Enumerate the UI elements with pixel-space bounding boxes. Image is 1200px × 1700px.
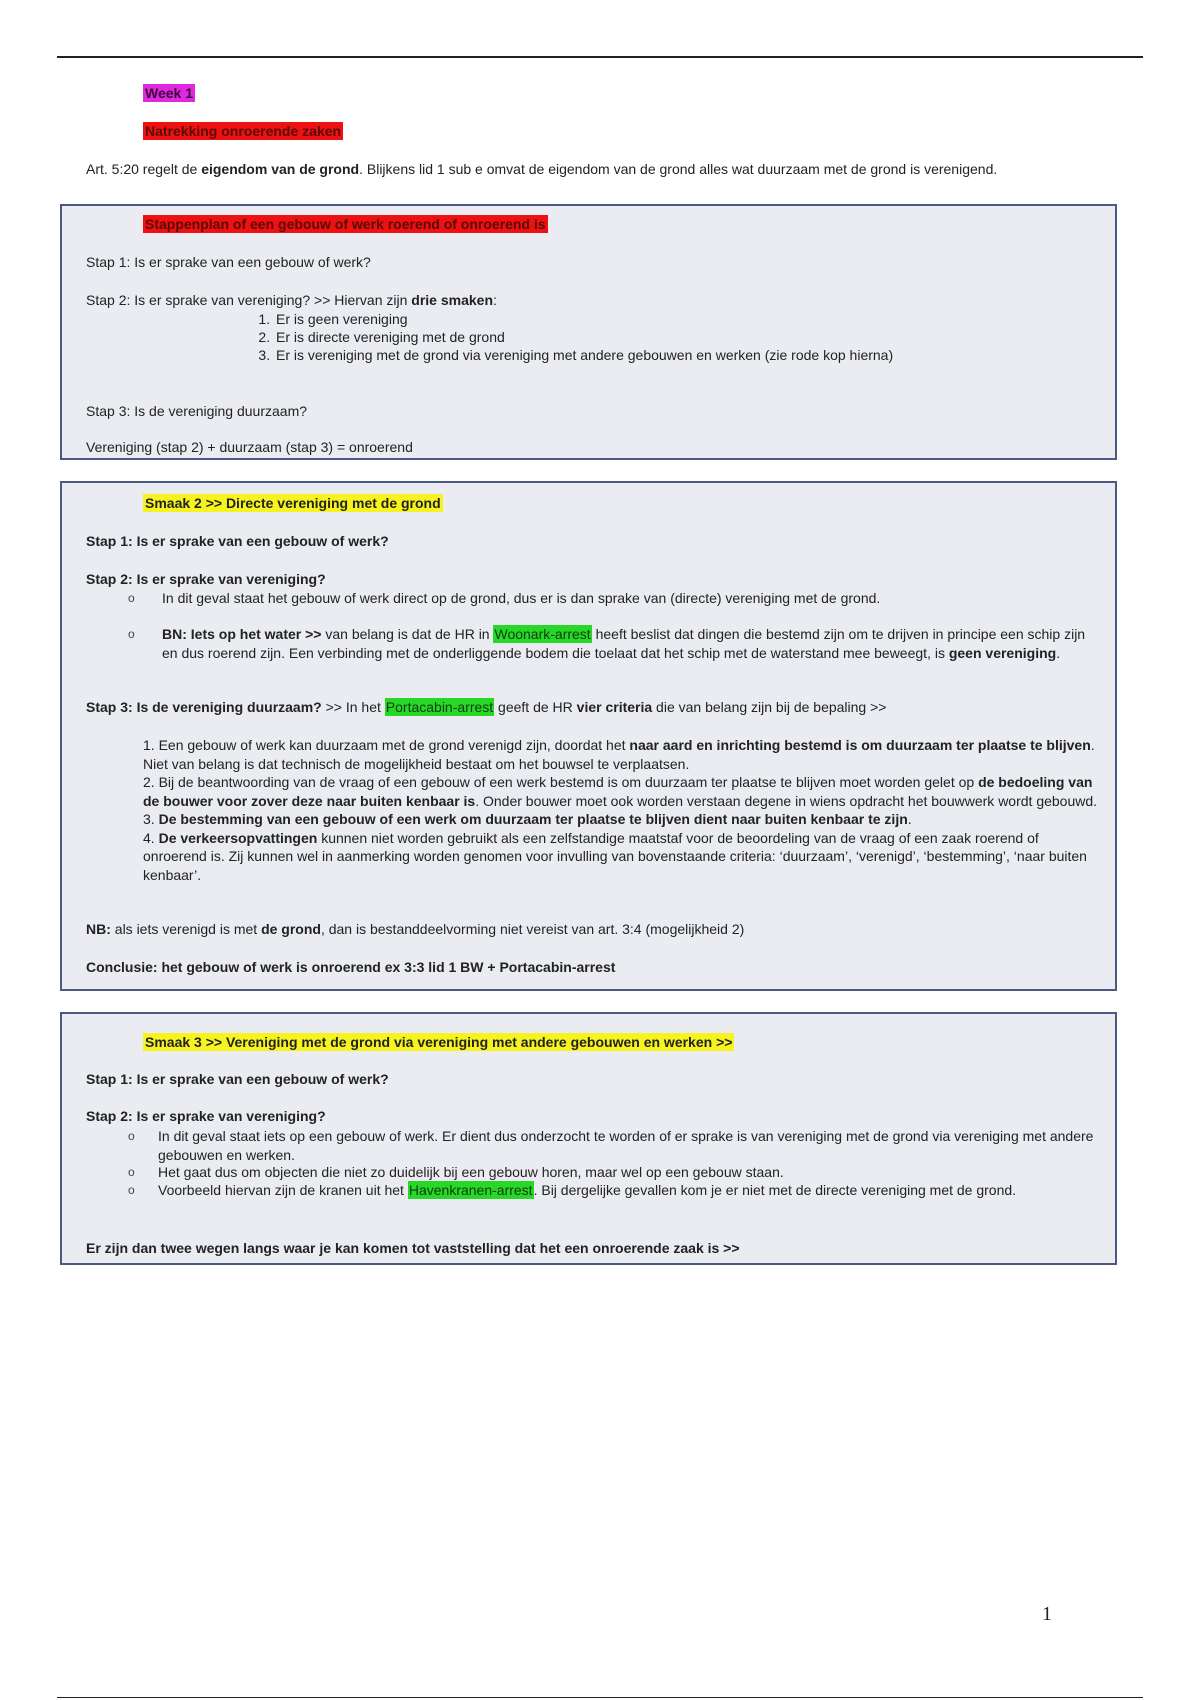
conclusie-line: Conclusie: het gebouw of werk is onroerend ex 3:3 lid 1 BW + Portacabin-arrest: [86, 959, 616, 975]
list-item: 3. Er is vereniging met de grond via vereniging met andere gebouwen en werken (zie rode kop hierna): [274, 346, 893, 364]
list-item: 1. Er is geen vereniging: [274, 310, 893, 328]
criterion-1: 1. Een gebouw of werk kan duurzaam met de grond verenigd zijn, doordat het naar aard en inrichting bestemd is om duurzaam ter plaatse te blijven. Niet van belang is dat technisch de mogelijkheid bestaat om het bouwsel te verplaatsen.: [143, 737, 1095, 772]
list-item: o Voorbeeld hiervan zijn de kranen uit het Havenkranen-arrest. Bij dergelijke gevallen kom je er niet met de directe vereniging met de grond.: [128, 1182, 1017, 1198]
stap1-line: Stap 1: Is er sprake van een gebouw of werk?: [86, 1071, 389, 1087]
formula-line: Vereniging (stap 2) + duurzaam (stap 3) = onroerend: [86, 439, 413, 455]
smaak3-heading: Smaak 3 >> Vereniging met de grond via vereniging met andere gebouwen en werken >>: [145, 1034, 733, 1050]
bullet-icon: o: [128, 1165, 135, 1179]
stap1-line: Stap 1: Is er sprake van een gebouw of werk?: [86, 254, 371, 270]
smaken-list: [212, 310, 893, 364]
portacabin-arrest-highlight: Portacabin-arrest: [385, 699, 494, 715]
stap2-line: Stap 2: Is er sprake van vereniging?: [86, 571, 326, 587]
havenkranen-arrest-highlight: Havenkranen-arrest: [408, 1182, 533, 1198]
criterion-4: 4. De verkeersopvattingen kunnen niet worden gebruikt als een zelfstandige maatstaf voor de beoordeling van de vraag of een zaak roerend of onroerend is. Zij kunnen wel in aanmerking worden genomen voor invulling van bovenstaande criteria: ‘duurzaam’, ‘verenigd’, ‘bestemming’, ‘naar buiten kenbaar’.: [143, 829, 1087, 883]
stap3-line: Stap 3: Is de vereniging duurzaam? >> In het Portacabin-arrest geeft de HR vier criteria die van belang zijn bij de bepaling >>: [86, 699, 887, 715]
bullet-icon: o: [128, 1183, 135, 1197]
conclusion-line: Er zijn dan twee wegen langs waar je kan komen tot vaststelling dat het een onroerende zaak is >>: [86, 1240, 740, 1256]
bullet-icon: o: [128, 591, 135, 605]
list-item: o In dit geval staat iets op een gebouw of werk. Er dient dus onderzocht te worden of er sprake is van vereniging met de grond via vereniging met andere gebouwen en werken.: [128, 1128, 1094, 1163]
criteria-list: [143, 736, 1105, 884]
list-item: o In dit geval staat het gebouw of werk direct op de grond, dus er is dan sprake van (directe) vereniging met de grond.: [128, 590, 881, 606]
list-item: o Het gaat dus om objecten die niet zo duidelijk bij een gebouw horen, maar wel op een gebouw staan.: [128, 1164, 784, 1180]
nb-line: NB: als iets verenigd is met de grond, dan is bestanddeelvorming niet vereist van art. 3:4 (mogelijkheid 2): [86, 921, 745, 937]
list-item: 2. Er is directe vereniging met de grond: [274, 328, 893, 346]
topic-heading: Natrekking onroerende zaken: [145, 123, 342, 139]
criterion-2: 2. Bij de beantwoording van de vraag of een gebouw of een werk bestemd is om duurzaam ter plaatse te blijven moet worden gelet op de bedoeling van de bouwer voor zover deze naar buiten kenbaar is. Onder bouwer moet ook worden verstaan degene in wiens opdracht het bouwwerk wordt gebouwd.: [143, 774, 1098, 809]
stap3-line: Stap 3: Is de vereniging duurzaam?: [86, 403, 308, 419]
smaak3-box: [60, 1012, 1117, 1265]
list-item: o BN: Iets op het water >> van belang is dat de HR in Woonark-arrest heeft beslist dat dingen die bestemd zijn om te drijven in principe een schip zijn en dus roerend zijn. Een verbinding met de onderliggende bodem die toelaat dat het schip met de waterstand mee beweegt, is geen vereniging.: [128, 626, 1086, 661]
top-rule: [57, 56, 1143, 58]
criterion-3: 3. De bestemming van een gebouw of een werk om duurzaam ter plaatse te blijven dient naar buiten kenbaar te zijn.: [143, 811, 912, 827]
stap2-line: Stap 2: Is er sprake van vereniging?: [86, 1108, 326, 1124]
bullet-icon: o: [128, 1129, 135, 1143]
smaak2-box: [60, 481, 1117, 991]
woonark-arrest-highlight: Woonark-arrest: [494, 626, 591, 642]
page-number: 1: [1042, 1603, 1052, 1625]
stap2-line: Stap 2: Is er sprake van vereniging? >> Hiervan zijn drie smaken:: [86, 292, 497, 308]
smaak2-heading: Smaak 2 >> Directe vereniging met de grond: [145, 495, 441, 511]
bullet-icon: o: [128, 627, 135, 641]
week-label: Week 1: [145, 85, 193, 101]
stappenplan-heading: Stappenplan of een gebouw of werk roerend of onroerend is: [145, 216, 546, 232]
bottom-rule: [57, 1697, 1143, 1698]
intro-paragraph: Art. 5:20 regelt de eigendom van de grond. Blijkens lid 1 sub e omvat de eigendom van de grond alles wat duurzaam met de grond is verenigend.: [86, 161, 998, 177]
stappenplan-box: [60, 204, 1117, 460]
stap1-line: Stap 1: Is er sprake van een gebouw of werk?: [86, 533, 389, 549]
